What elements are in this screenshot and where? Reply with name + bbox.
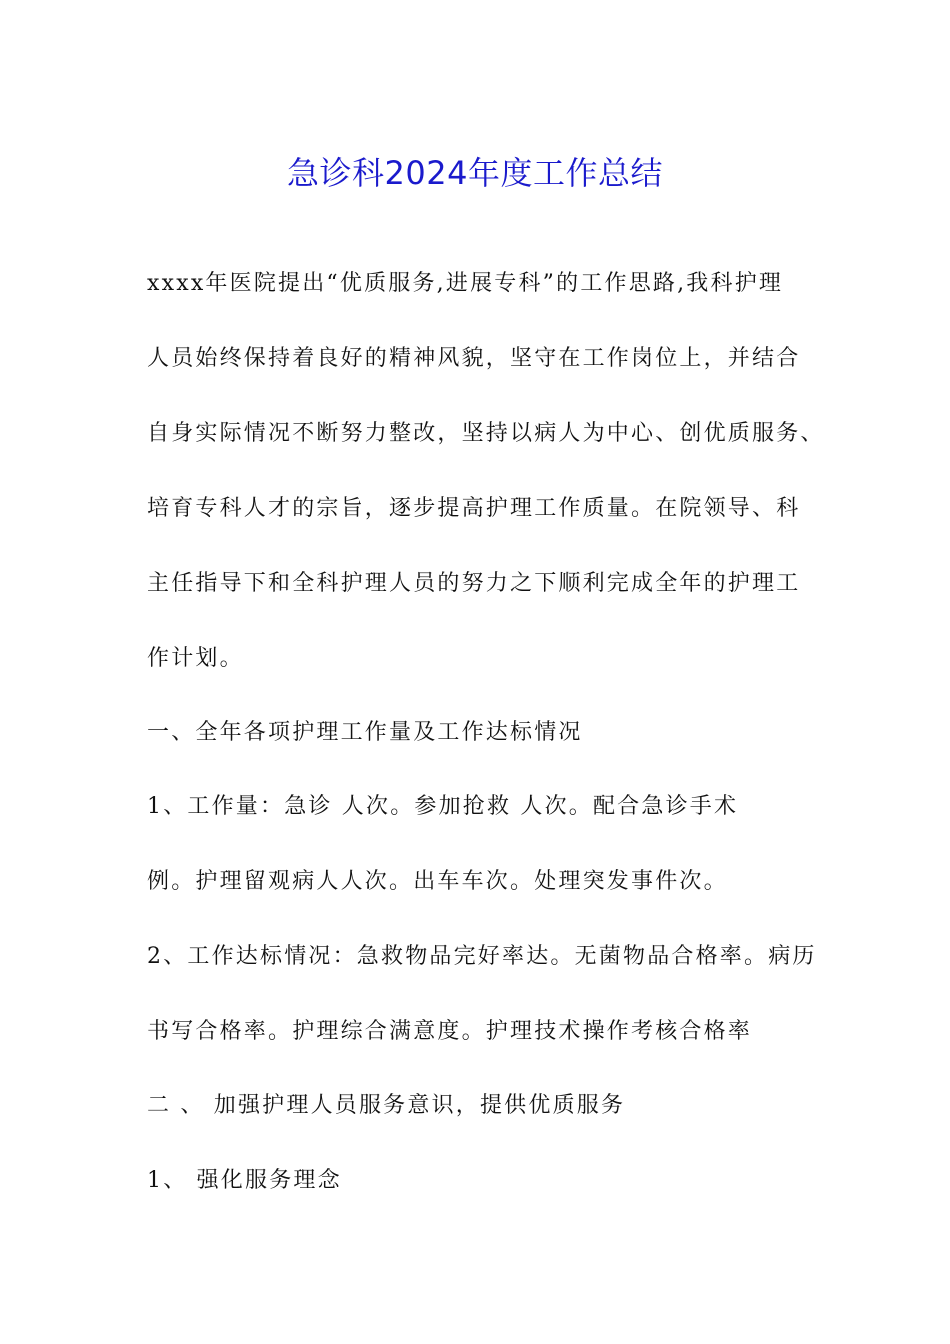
item-1-line-2: 例。护理留观病人人次。出车车次。处理突发事件次。 (147, 869, 728, 894)
subsection-heading-1: 1、 强化服务理念 (147, 1168, 342, 1193)
paragraph-line-5: 主任指导下和全科护理人员的努力之下顺利完成全年的护理工 (147, 571, 801, 596)
paragraph-line-4: 培育专科人才的宗旨，逐步提高护理工作质量。在院领导、科 (147, 496, 801, 521)
paragraph-line-1: xxxx年医院提出“优质服务,进展专科”的工作思路,我科护理 (147, 271, 784, 296)
paragraph-line-2: 人员始终保持着良好的精神风貌，坚守在工作岗位上，并结合 (147, 346, 801, 371)
section-heading-2: 二 、 加强护理人员服务意识，提供优质服务 (147, 1093, 626, 1118)
section-heading-1: 一、全年各项护理工作量及工作达标情况 (147, 720, 583, 745)
paragraph-line-6: 作计划。 (147, 646, 244, 671)
item-2-line-2: 书写合格率。护理综合满意度。护理技术操作考核合格率 (147, 1019, 753, 1044)
item-2-line-1: 2、工作达标情况：急救物品完好率达。无菌物品合格率。病历 (147, 944, 817, 969)
document-title: 急诊科2024年度工作总结 (287, 154, 663, 193)
item-1-line-1: 1、工作量：急诊 人次。参加抢救 人次。配合急诊手术 (147, 794, 739, 819)
paragraph-line-3: 自身实际情况不断努力整改，坚持以病人为中心、创优质服务、 (147, 421, 825, 446)
